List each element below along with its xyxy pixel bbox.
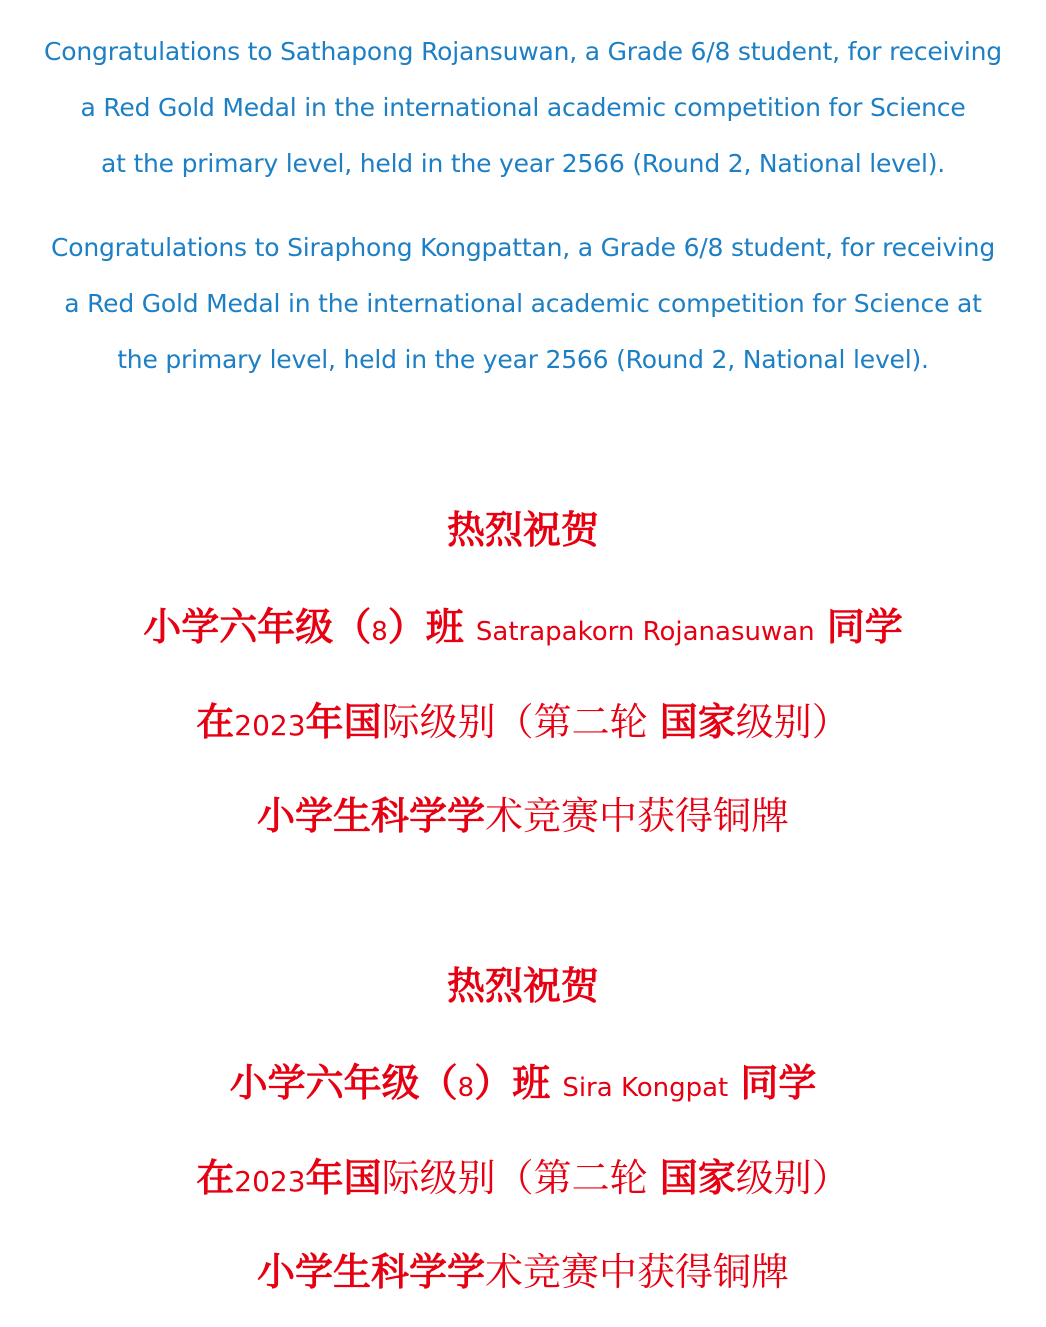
class-number: 8 xyxy=(457,1073,475,1103)
class-prefix: 小学六年级（ xyxy=(143,605,372,649)
student-name: Satrapakorn Rojanasuwan xyxy=(475,617,815,647)
level-end-text: 级别） xyxy=(735,700,850,744)
english-announcement-2 xyxy=(0,220,1046,388)
award-bold-text: 小学生科学学 xyxy=(256,794,485,838)
class-suffix: ）班 xyxy=(387,605,464,649)
class-prefix: 小学六年级（ xyxy=(229,1061,458,1105)
english-line: Congratulations to Siraphong Kongpattan, a Grade 6/8 student, for receiving xyxy=(50,233,995,262)
english-line: at the primary level, held in the year 2566 (Round 2, National level). xyxy=(100,149,946,178)
guo-text: 国 xyxy=(343,700,382,744)
class-number: 8 xyxy=(371,617,388,647)
year-text: 2023 xyxy=(234,1165,306,1198)
guo-text: 国 xyxy=(343,1156,382,1200)
chinese-title: 热烈祝贺 xyxy=(446,508,599,552)
level-text: 际级别（第二轮 xyxy=(381,1156,648,1200)
national-text: 国家 xyxy=(659,700,736,744)
english-line: a Red Gold Medal in the international academic competition for Science xyxy=(80,93,966,122)
student-name: Sira Kongpat xyxy=(562,1073,729,1103)
national-text: 国家 xyxy=(659,1156,736,1200)
chinese-title: 热烈祝贺 xyxy=(446,964,599,1008)
level-text: 际级别（第二轮 xyxy=(381,700,648,744)
chinese-student-line xyxy=(0,597,1046,662)
award-text: 术竞赛中获得铜牌 xyxy=(485,1250,790,1294)
english-line: the primary level, held in the year 2566 (Round 2, National level). xyxy=(117,345,929,374)
zai-text: 在 xyxy=(196,1156,235,1200)
chinese-award-line xyxy=(0,786,1046,846)
level-end-text: 级别） xyxy=(735,1156,850,1200)
honorific: 同学 xyxy=(740,1061,817,1105)
chinese-student-line xyxy=(0,1053,1046,1118)
honorific: 同学 xyxy=(826,605,903,649)
award-text: 术竞赛中获得铜牌 xyxy=(485,794,790,838)
class-suffix: ）班 xyxy=(474,1061,551,1105)
chinese-award-line xyxy=(0,1242,1046,1302)
chinese-level-line xyxy=(0,1148,1046,1212)
award-bold-text: 小学生科学学 xyxy=(256,1250,485,1294)
chinese-level-line xyxy=(0,692,1046,756)
english-line: Congratulations to Sathapong Rojansuwan, a Grade 6/8 student, for receiving xyxy=(44,37,1002,66)
year-text: 2023 xyxy=(234,709,306,742)
nian-text: 年 xyxy=(305,1156,344,1200)
english-announcement-1 xyxy=(0,24,1046,192)
nian-text: 年 xyxy=(305,700,344,744)
english-line: a Red Gold Medal in the international academic competition for Science at xyxy=(64,289,982,318)
zai-text: 在 xyxy=(196,700,235,744)
